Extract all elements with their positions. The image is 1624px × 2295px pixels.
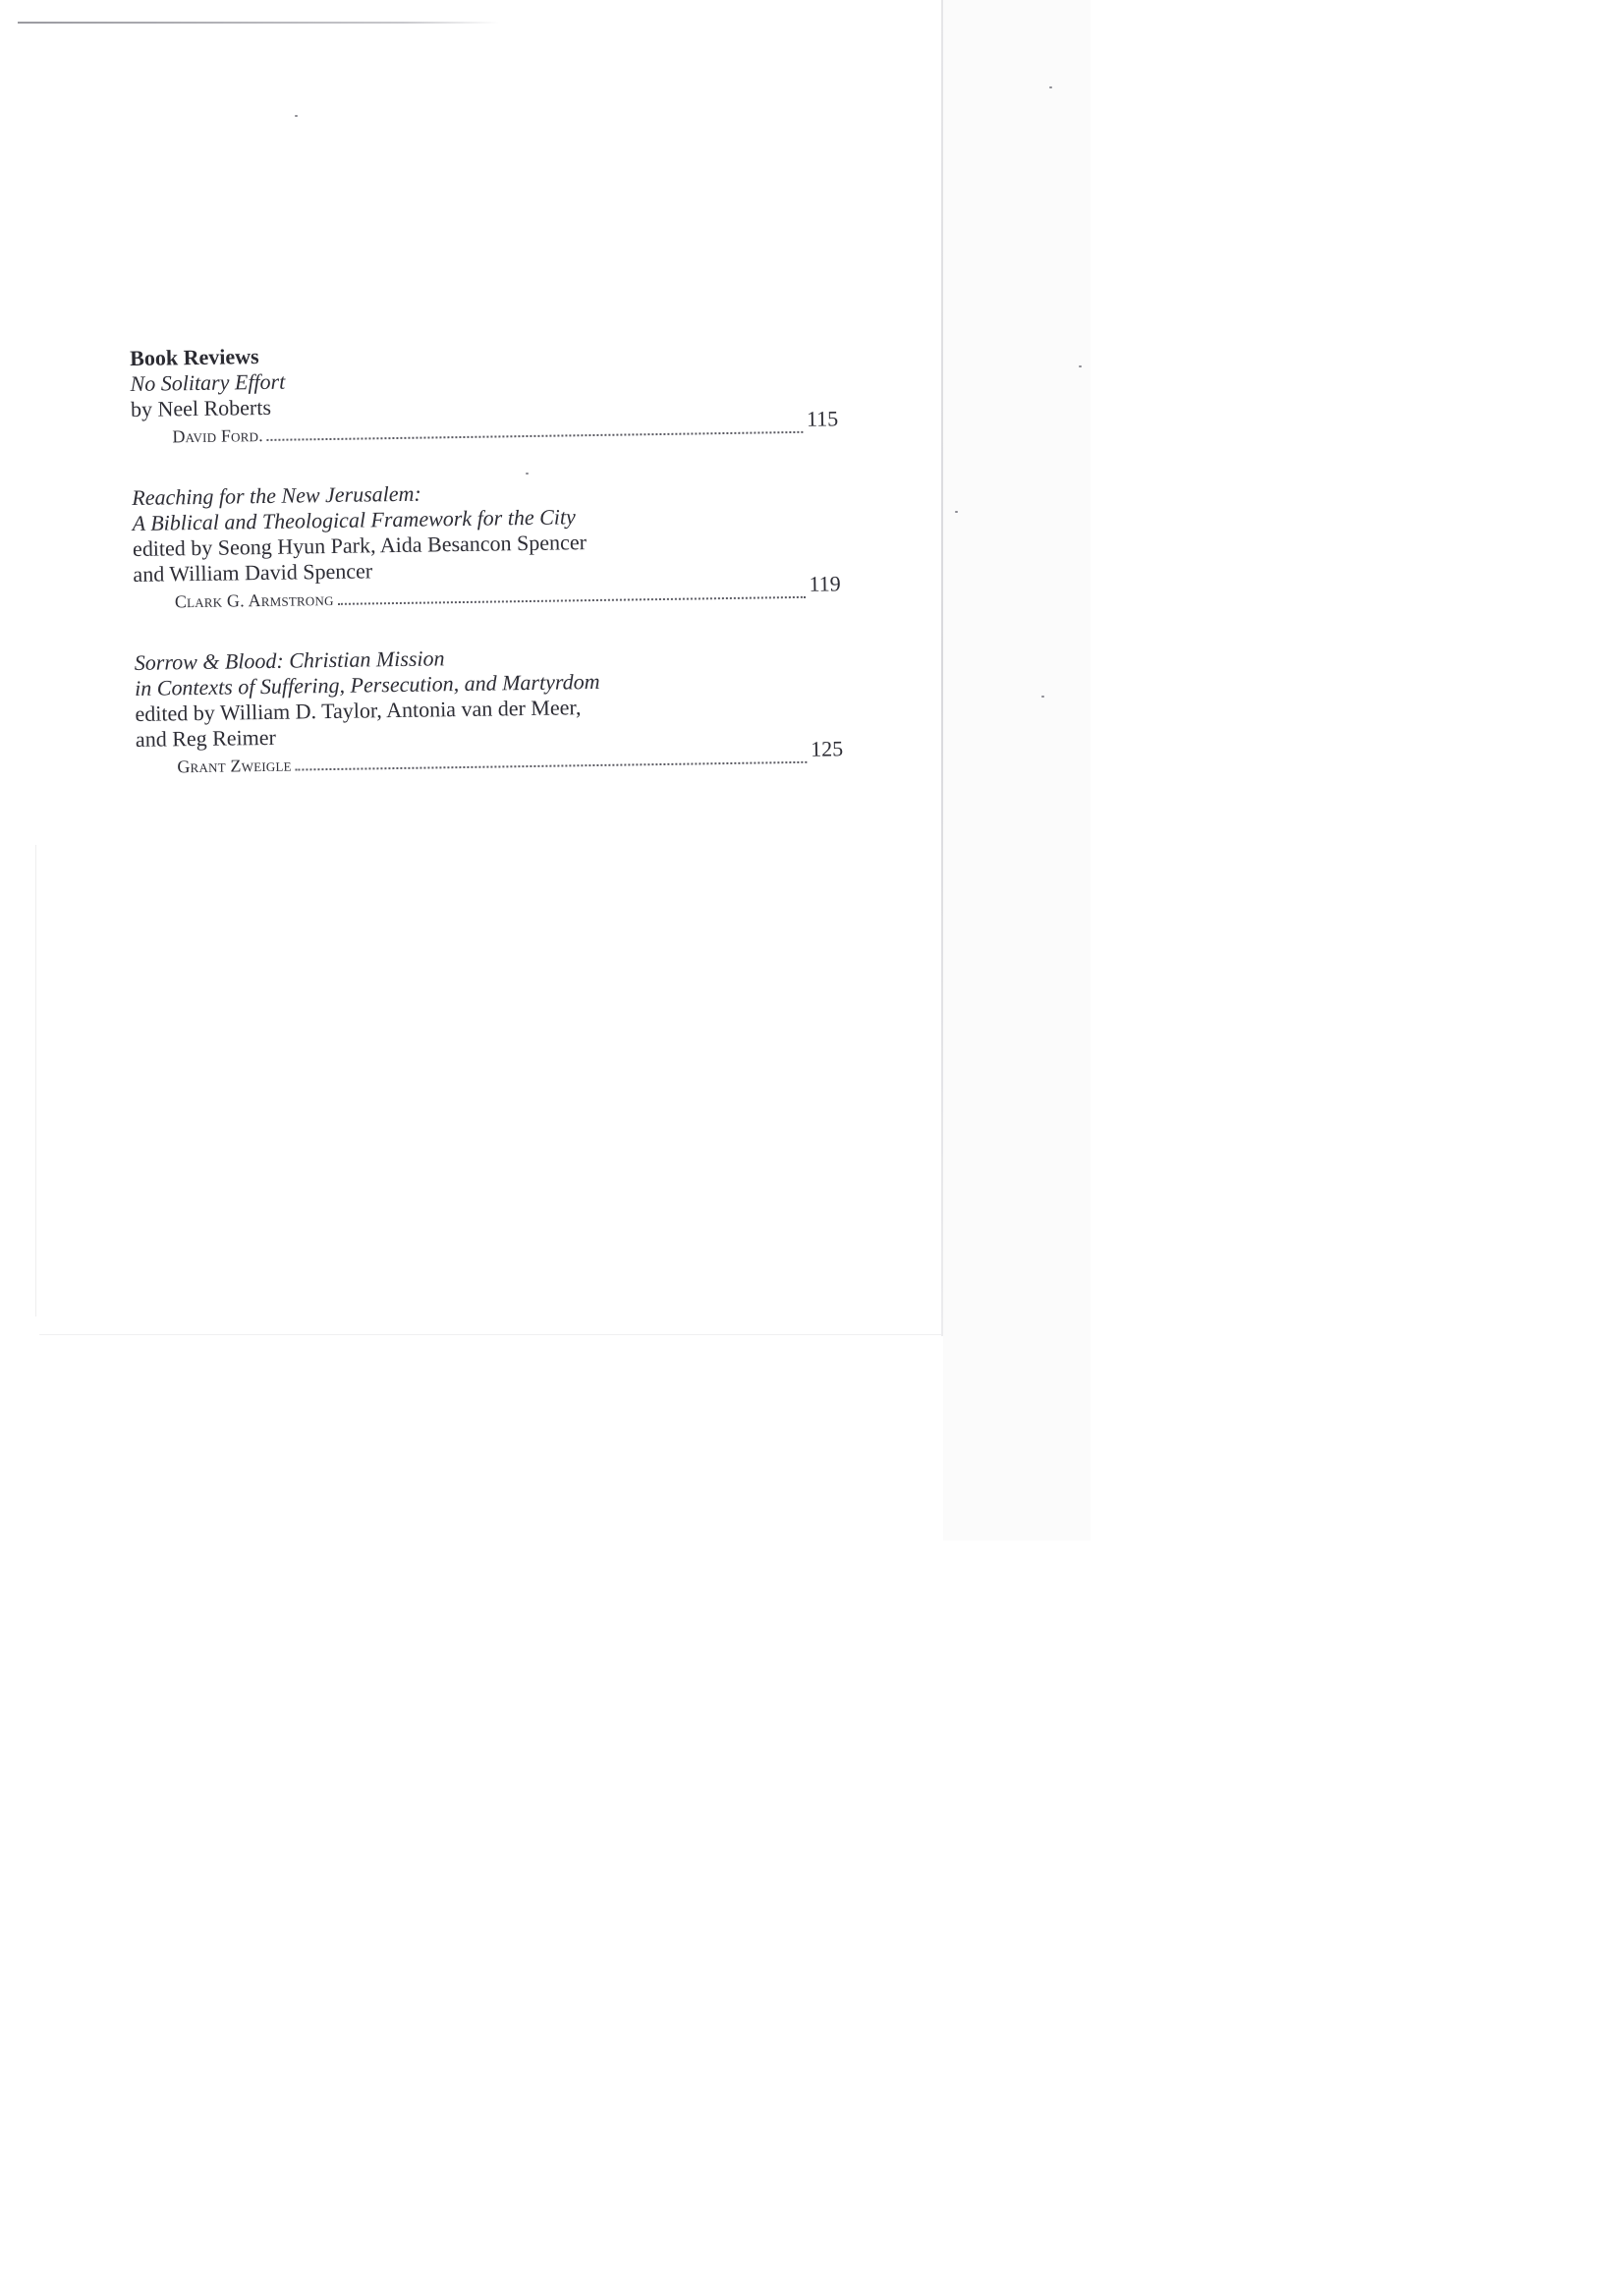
scanned-page <box>0 0 1091 1540</box>
page-edge-right <box>941 0 943 1336</box>
book-title: Sorrow & Blood: Christian Mission <box>134 645 445 675</box>
page-number: 119 <box>809 571 841 596</box>
scan-margin-right <box>943 0 1091 1540</box>
toc-entry <box>132 475 841 614</box>
book-title: A Biblical and Theological Framework for the City <box>132 504 576 535</box>
scan-speck <box>295 115 298 117</box>
reviewer-name: David Ford. <box>172 424 263 447</box>
dot-leader <box>267 431 803 441</box>
book-title: No Solitary Effort <box>130 368 286 396</box>
scan-speck <box>955 511 958 513</box>
scan-speck <box>1041 696 1044 698</box>
book-byline: and William David Spencer <box>133 558 373 587</box>
page-edge-bottom <box>39 1334 941 1335</box>
dot-leader <box>338 596 806 605</box>
section-heading: Book Reviews <box>130 344 259 370</box>
table-of-contents <box>130 335 843 779</box>
book-byline: edited by William D. Taylor, Antonia van der Meer, <box>135 695 582 726</box>
book-title: in Contexts of Suffering, Persecution, and Martyrdom <box>134 668 600 700</box>
book-byline: and Reg Reimer <box>135 724 277 752</box>
book-byline: by Neel Roberts <box>130 394 272 421</box>
toc-entry <box>130 361 838 449</box>
page-number: 115 <box>806 406 839 431</box>
scan-artifact-line <box>18 22 499 24</box>
page-number: 125 <box>810 736 844 761</box>
scan-speck <box>1049 86 1052 88</box>
reviewer-name: Clark G. Armstrong <box>174 588 334 612</box>
page-edge-left <box>35 845 36 1316</box>
book-byline: edited by Seong Hyun Park, Aida Besancon Spencer <box>132 530 588 561</box>
book-title: Reaching for the New Jerusalem: <box>132 480 421 510</box>
dot-leader <box>296 761 808 771</box>
reviewer-name: Grant Zweigle <box>177 755 292 777</box>
scan-speck <box>1079 365 1082 367</box>
toc-entry <box>135 640 844 779</box>
